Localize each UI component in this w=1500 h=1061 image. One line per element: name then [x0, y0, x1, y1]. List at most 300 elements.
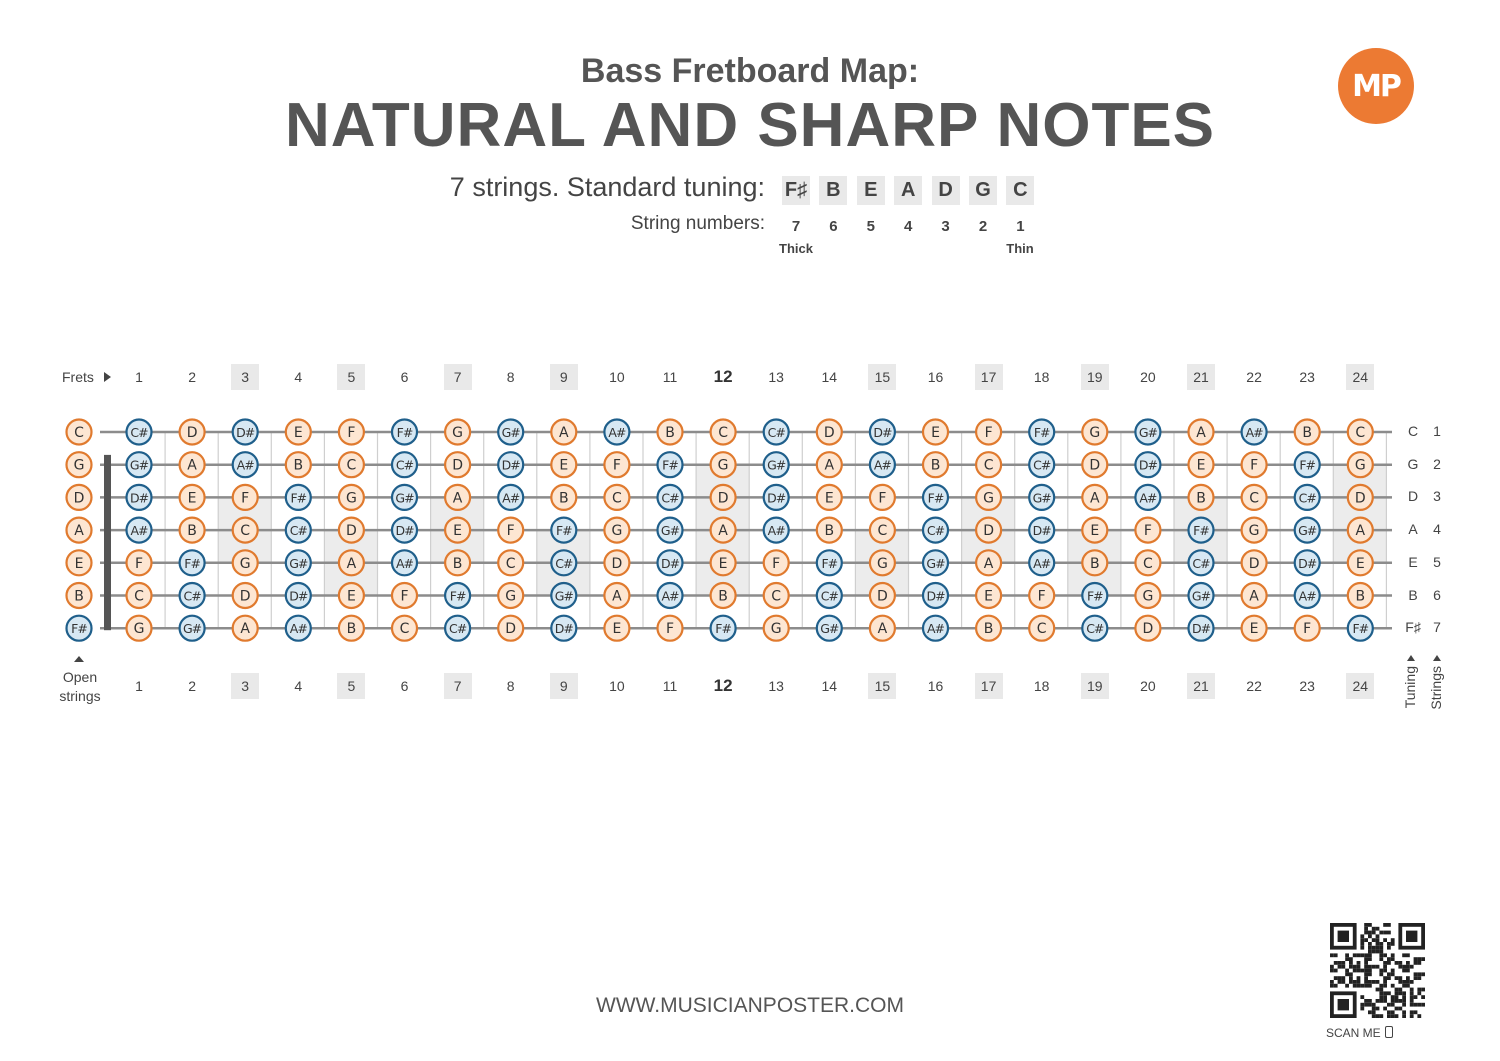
note-string-1-fret-3: [233, 420, 258, 445]
note-string-4-fret-6: [392, 518, 417, 543]
note-string-3-fret-18: [1029, 485, 1054, 510]
strings-arrow-icon: [1433, 655, 1441, 661]
tuning-side-label: Tuning: [1402, 666, 1418, 709]
note-string-7-fret-23: [1295, 616, 1320, 641]
svg-text:C: C: [240, 523, 251, 540]
note-string-5-fret-4: [286, 550, 311, 575]
svg-text:A#: A#: [1245, 425, 1263, 440]
note-string-6-fret-4: [286, 583, 311, 608]
open-note-string-1: [67, 420, 92, 445]
svg-text:G: G: [1354, 457, 1366, 474]
svg-text:F#: F#: [1193, 523, 1209, 539]
svg-text:C: C: [983, 457, 994, 474]
svg-text:D#: D#: [501, 457, 520, 473]
svg-text:D: D: [505, 621, 517, 638]
svg-text:A#: A#: [873, 457, 891, 473]
note-string-3-fret-4: [286, 485, 311, 510]
fret-number-13: 13: [768, 678, 784, 694]
side-tuning-3: D: [1407, 488, 1419, 505]
svg-text:F: F: [400, 588, 409, 605]
fret-number-11: 11: [662, 678, 678, 694]
svg-text:A: A: [1196, 425, 1206, 441]
svg-text:B: B: [718, 588, 728, 605]
note-string-2-fret-15: [870, 452, 895, 477]
svg-text:C: C: [346, 457, 357, 474]
note-string-3-fret-23: [1295, 485, 1320, 510]
fret-number-4: 4: [294, 369, 303, 385]
note-string-1-fret-13: [764, 420, 789, 445]
svg-text:A: A: [877, 621, 888, 638]
qr-code-icon[interactable]: [1330, 923, 1425, 1018]
note-string-3-fret-3: [233, 485, 258, 510]
note-string-4-fret-14: [817, 518, 842, 543]
svg-text:D: D: [1354, 490, 1366, 507]
note-string-4-fret-20: [1135, 518, 1160, 543]
string-number-6: 6: [829, 218, 838, 235]
string-number-2: 2: [978, 218, 988, 235]
note-string-5-fret-24: [1348, 550, 1373, 575]
note-string-1-fret-16: [923, 420, 948, 445]
svg-text:D#: D#: [236, 425, 255, 440]
svg-text:C: C: [877, 523, 888, 540]
fret-number-3: 3: [231, 673, 259, 699]
svg-text:F#: F#: [1299, 457, 1316, 473]
note-string-7-fret-7: [445, 616, 470, 641]
svg-text:A: A: [612, 588, 622, 605]
fret-number-10: 10: [609, 369, 625, 385]
side-tuning-1: C: [1407, 423, 1419, 439]
note-string-4-fret-16: [923, 518, 948, 543]
svg-text:A#: A#: [1033, 555, 1051, 571]
note-string-1-fret-20: [1135, 420, 1160, 445]
note-string-5-fret-6: [392, 550, 417, 575]
svg-text:B: B: [74, 588, 84, 605]
svg-text:C#: C#: [448, 621, 467, 637]
svg-text:D#: D#: [1191, 621, 1211, 637]
svg-text:G: G: [345, 490, 357, 507]
note-string-6-fret-12: [711, 583, 736, 608]
svg-text:G: G: [770, 621, 782, 638]
open-note-string-3: [67, 485, 92, 510]
svg-text:E: E: [1090, 523, 1100, 540]
side-tuning-2: G: [1407, 455, 1419, 472]
svg-text:A#: A#: [236, 457, 254, 473]
svg-text:G#: G#: [554, 588, 573, 604]
svg-text:C: C: [771, 588, 782, 605]
svg-text:B: B: [1196, 490, 1206, 507]
note-string-6-fret-13: [764, 583, 789, 608]
note-string-3-fret-17: [976, 485, 1001, 510]
fret-number-12: 12: [713, 367, 733, 386]
svg-text:D: D: [717, 490, 729, 507]
svg-text:C#: C#: [926, 523, 945, 539]
note-string-2-fret-10: [604, 452, 629, 477]
note-string-2-fret-21: [1189, 452, 1214, 477]
note-string-4-fret-21: [1189, 518, 1214, 543]
fret-number-20: 20: [1140, 369, 1156, 385]
note-string-5-fret-22: [1242, 550, 1267, 575]
svg-text:A#: A#: [1298, 588, 1316, 604]
svg-text:D: D: [239, 588, 251, 605]
svg-text:D: D: [186, 425, 198, 441]
svg-text:F: F: [1037, 588, 1046, 605]
note-string-2-fret-3: [233, 452, 258, 477]
page-title: NATURAL AND SHARP NOTES: [284, 91, 1216, 160]
open-note-string-4: [67, 518, 92, 543]
fret-number-5: 5: [337, 364, 365, 390]
side-string-number-1: 1: [1433, 423, 1441, 439]
svg-text:F#: F#: [1033, 425, 1050, 440]
fret-number-6: 6: [400, 369, 409, 385]
svg-text:D: D: [877, 588, 888, 605]
side-string-number-4: 4: [1433, 521, 1441, 538]
fret-number-21: 21: [1187, 673, 1215, 699]
note-string-4-fret-9: [551, 518, 576, 543]
side-tuning-5: E: [1408, 553, 1418, 570]
svg-text:C#: C#: [555, 555, 573, 571]
svg-text:G#: G#: [1191, 588, 1211, 604]
note-string-2-fret-17: [976, 452, 1001, 477]
svg-text:A#: A#: [926, 621, 945, 637]
svg-text:G#: G#: [501, 425, 520, 440]
note-string-7-fret-11: [658, 616, 683, 641]
note-string-6-fret-14: [817, 583, 842, 608]
string-number-4: 4: [904, 218, 913, 235]
svg-text:D: D: [611, 555, 623, 572]
note-string-4-fret-10: [604, 518, 629, 543]
tuning-note-5: D: [932, 176, 960, 205]
svg-text:D#: D#: [395, 523, 414, 539]
note-string-7-fret-3: [233, 616, 258, 641]
svg-text:G#: G#: [820, 621, 839, 637]
note-string-5-fret-7: [445, 550, 470, 575]
note-string-2-fret-8: [498, 452, 523, 477]
svg-text:G#: G#: [1298, 523, 1317, 539]
fret-number-24: 24: [1346, 673, 1374, 699]
fret-number-23: 23: [1299, 678, 1315, 694]
svg-text:B: B: [293, 457, 304, 474]
note-string-5-fret-12: [711, 550, 736, 575]
fret-number-16: 16: [927, 678, 944, 694]
svg-text:E: E: [453, 523, 463, 540]
svg-text:E: E: [1249, 621, 1259, 638]
svg-text:F: F: [878, 490, 887, 507]
note-string-1-fret-9: [551, 420, 576, 445]
note-string-4-fret-11: [658, 518, 683, 543]
svg-text:F#: F#: [1086, 588, 1103, 604]
note-string-3-fret-22: [1242, 485, 1267, 510]
fret-number-16: 16: [927, 369, 944, 385]
note-string-4-fret-12: [711, 518, 736, 543]
string-number-5: 5: [866, 218, 875, 235]
svg-text:C#: C#: [130, 425, 148, 440]
note-string-2-fret-11: [658, 452, 683, 477]
note-string-4-fret-8: [498, 518, 523, 543]
note-string-1-fret-23: [1295, 420, 1320, 445]
note-string-4-fret-7: [445, 518, 470, 543]
tuning-arrow-icon: [1407, 655, 1415, 661]
note-string-6-fret-24: [1348, 583, 1373, 608]
fret-number-1: 1: [135, 369, 143, 385]
fret-number-10: 10: [609, 678, 625, 694]
svg-text:F#: F#: [396, 425, 413, 440]
svg-text:A: A: [1249, 588, 1259, 605]
note-string-3-fret-12: [711, 485, 736, 510]
svg-text:C: C: [718, 425, 728, 441]
svg-text:B: B: [452, 555, 463, 572]
fret-number-6: 6: [400, 678, 409, 694]
svg-text:D#: D#: [873, 425, 892, 440]
tuning-note-3: E: [857, 176, 885, 205]
side-tuning-6: B: [1408, 586, 1418, 603]
svg-text:B: B: [346, 621, 357, 638]
svg-text:E: E: [718, 555, 728, 572]
svg-text:A: A: [559, 425, 569, 441]
note-string-4-fret-13: [764, 518, 789, 543]
fret-number-9: 9: [550, 364, 578, 390]
fret-number-21: 21: [1187, 364, 1215, 390]
svg-text:C: C: [74, 425, 84, 441]
note-string-3-fret-1: [127, 485, 152, 510]
open-note-string-2: [67, 452, 92, 477]
note-string-2-fret-1: [127, 452, 152, 477]
svg-text:D#: D#: [129, 490, 149, 506]
svg-text:A#: A#: [289, 621, 307, 637]
note-string-7-fret-13: [764, 616, 789, 641]
svg-text:E: E: [346, 588, 356, 605]
note-string-3-fret-6: [392, 485, 417, 510]
thin-label: Thin: [1006, 241, 1034, 256]
fret-number-18: 18: [1033, 369, 1050, 385]
svg-text:B: B: [824, 523, 835, 540]
svg-text:E: E: [293, 425, 303, 441]
svg-text:A: A: [1090, 490, 1100, 507]
fret-number-3: 3: [231, 364, 259, 390]
note-string-2-fret-9: [551, 452, 576, 477]
side-tuning-4: A: [1408, 521, 1418, 538]
note-string-2-fret-13: [764, 452, 789, 477]
svg-text:A: A: [824, 457, 835, 474]
svg-text:C#: C#: [183, 588, 201, 604]
note-string-7-fret-2: [180, 616, 205, 641]
fret-number-23: 23: [1299, 369, 1315, 385]
note-string-7-fret-15: [870, 616, 895, 641]
string-numbers-label: String numbers:: [630, 213, 765, 234]
note-string-2-fret-16: [923, 452, 948, 477]
note-string-5-fret-2: [180, 550, 205, 575]
note-string-2-fret-7: [445, 452, 470, 477]
note-string-3-fret-21: [1189, 485, 1214, 510]
svg-text:G: G: [1142, 588, 1154, 605]
svg-text:E: E: [1196, 457, 1206, 474]
svg-text:A#: A#: [395, 555, 414, 571]
note-string-1-fret-7: [445, 420, 470, 445]
svg-text:C: C: [134, 588, 144, 605]
note-string-4-fret-5: [339, 518, 364, 543]
note-string-4-fret-2: [180, 518, 205, 543]
note-string-3-fret-10: [604, 485, 629, 510]
open-note-string-7: [67, 616, 92, 641]
note-string-2-fret-14: [817, 452, 842, 477]
svg-text:F#: F#: [821, 555, 838, 571]
note-string-1-fret-10: [604, 420, 629, 445]
svg-text:F: F: [134, 555, 144, 572]
svg-text:A#: A#: [1139, 490, 1157, 506]
scan-me-label: SCAN ME: [1326, 1026, 1436, 1040]
note-string-1-fret-8: [498, 420, 523, 445]
fret-number-19: 19: [1081, 364, 1109, 390]
svg-text:C#: C#: [1298, 490, 1316, 506]
note-string-2-fret-12: [711, 452, 736, 477]
svg-text:D#: D#: [660, 555, 680, 571]
svg-text:D#: D#: [1298, 555, 1317, 571]
note-string-1-fret-12: [711, 420, 736, 445]
svg-text:C: C: [1249, 490, 1259, 507]
note-string-2-fret-18: [1029, 452, 1054, 477]
fret-number-8: 8: [506, 678, 515, 694]
note-string-6-fret-10: [604, 583, 629, 608]
note-string-6-fret-9: [551, 583, 576, 608]
svg-text:D: D: [1142, 621, 1154, 638]
phone-icon: [1385, 1026, 1393, 1038]
svg-text:A#: A#: [661, 588, 679, 604]
note-string-7-fret-12: [711, 616, 736, 641]
note-string-6-fret-22: [1242, 583, 1267, 608]
page-subtitle: Bass Fretboard Map:: [580, 52, 920, 90]
note-string-3-fret-7: [445, 485, 470, 510]
svg-text:D#: D#: [289, 588, 308, 604]
string-number-7: 7: [791, 218, 801, 235]
note-string-6-fret-7: [445, 583, 470, 608]
svg-text:G#: G#: [1032, 490, 1051, 506]
note-string-5-fret-17: [976, 550, 1001, 575]
svg-text:C: C: [1036, 621, 1047, 638]
svg-text:G#: G#: [289, 555, 308, 571]
note-string-7-fret-5: [339, 616, 364, 641]
svg-text:B: B: [665, 425, 675, 441]
note-string-7-fret-20: [1135, 616, 1160, 641]
string-number-1: 1: [1016, 218, 1025, 235]
fret-number-7: 7: [444, 673, 472, 699]
svg-text:A: A: [74, 523, 84, 540]
note-string-6-fret-3: [233, 583, 258, 608]
fret-number-14: 14: [821, 678, 838, 694]
svg-text:A: A: [452, 490, 463, 507]
svg-text:C#: C#: [1192, 555, 1210, 571]
svg-text:D: D: [73, 490, 85, 507]
note-string-4-fret-19: [1082, 518, 1107, 543]
website-url[interactable]: WWW.MUSICIANPOSTER.COM: [596, 994, 904, 1017]
open-strings-arrow-icon: [74, 656, 84, 662]
svg-text:A: A: [1355, 523, 1366, 540]
fret-number-14: 14: [821, 369, 838, 385]
note-string-1-fret-6: [392, 420, 417, 445]
fret-number-2: 2: [188, 678, 196, 694]
svg-text:A: A: [187, 457, 197, 474]
svg-text:B: B: [1089, 555, 1100, 572]
svg-text:B: B: [187, 523, 197, 540]
fret-number-11: 11: [662, 369, 678, 385]
note-string-7-fret-22: [1242, 616, 1267, 641]
svg-text:E: E: [74, 555, 84, 572]
svg-text:D: D: [1248, 555, 1260, 572]
svg-text:E: E: [612, 621, 622, 638]
note-string-6-fret-21: [1189, 583, 1214, 608]
svg-text:F: F: [772, 555, 781, 572]
fret-number-13: 13: [768, 369, 784, 385]
fret-number-7: 7: [444, 364, 472, 390]
note-string-3-fret-2: [180, 485, 205, 510]
svg-text:F: F: [612, 457, 621, 474]
svg-text:F: F: [347, 425, 356, 441]
string-number-3: 3: [941, 218, 950, 235]
note-string-6-fret-6: [392, 583, 417, 608]
note-string-5-fret-15: [870, 550, 895, 575]
note-string-2-fret-24: [1348, 452, 1373, 477]
svg-text:A#: A#: [608, 425, 626, 440]
note-string-4-fret-15: [870, 518, 895, 543]
svg-text:G: G: [505, 588, 517, 605]
note-string-5-fret-9: [551, 550, 576, 575]
note-string-4-fret-17: [976, 518, 1001, 543]
tuning-note-2: B: [819, 176, 847, 205]
note-string-6-fret-18: [1029, 583, 1054, 608]
svg-text:A: A: [718, 523, 728, 540]
svg-text:A: A: [240, 621, 250, 638]
svg-text:G#: G#: [926, 555, 945, 571]
side-string-number-3: 3: [1433, 488, 1441, 505]
svg-text:A: A: [346, 555, 357, 572]
note-string-6-fret-16: [923, 583, 948, 608]
inlay-shade-fret-24: [1333, 465, 1386, 563]
note-string-1-fret-24: [1348, 420, 1373, 445]
fret-number-5: 5: [337, 673, 365, 699]
note-string-1-fret-2: [180, 420, 205, 445]
svg-text:G: G: [133, 621, 145, 638]
note-string-3-fret-20: [1135, 485, 1160, 510]
fret-number-20: 20: [1140, 678, 1156, 694]
tuning-note-1: F♯: [782, 176, 810, 205]
note-string-7-fret-9: [551, 616, 576, 641]
svg-text:D: D: [983, 523, 994, 540]
svg-text:F#: F#: [927, 490, 944, 506]
svg-text:G: G: [717, 457, 729, 474]
fret-number-9: 9: [550, 673, 578, 699]
note-string-3-fret-16: [923, 485, 948, 510]
note-string-1-fret-15: [870, 420, 895, 445]
svg-text:F#: F#: [715, 621, 731, 637]
note-string-7-fret-14: [817, 616, 842, 641]
fret-number-18: 18: [1033, 678, 1050, 694]
svg-text:B: B: [983, 621, 994, 638]
note-string-4-fret-18: [1029, 518, 1054, 543]
svg-text:D#: D#: [554, 621, 573, 637]
svg-text:G#: G#: [660, 523, 680, 539]
note-string-7-fret-1: [127, 616, 152, 641]
note-string-7-fret-6: [392, 616, 417, 641]
svg-text:G: G: [1248, 523, 1260, 540]
svg-text:E: E: [1355, 555, 1365, 572]
svg-text:F#: F#: [71, 621, 87, 637]
svg-text:B: B: [558, 490, 569, 507]
note-string-2-fret-19: [1082, 452, 1107, 477]
svg-text:D: D: [452, 457, 463, 474]
nut: [104, 455, 111, 630]
fret-number-1: 1: [135, 678, 143, 694]
svg-text:F: F: [506, 523, 515, 540]
svg-text:G: G: [983, 490, 995, 507]
fret-number-17: 17: [975, 364, 1003, 390]
